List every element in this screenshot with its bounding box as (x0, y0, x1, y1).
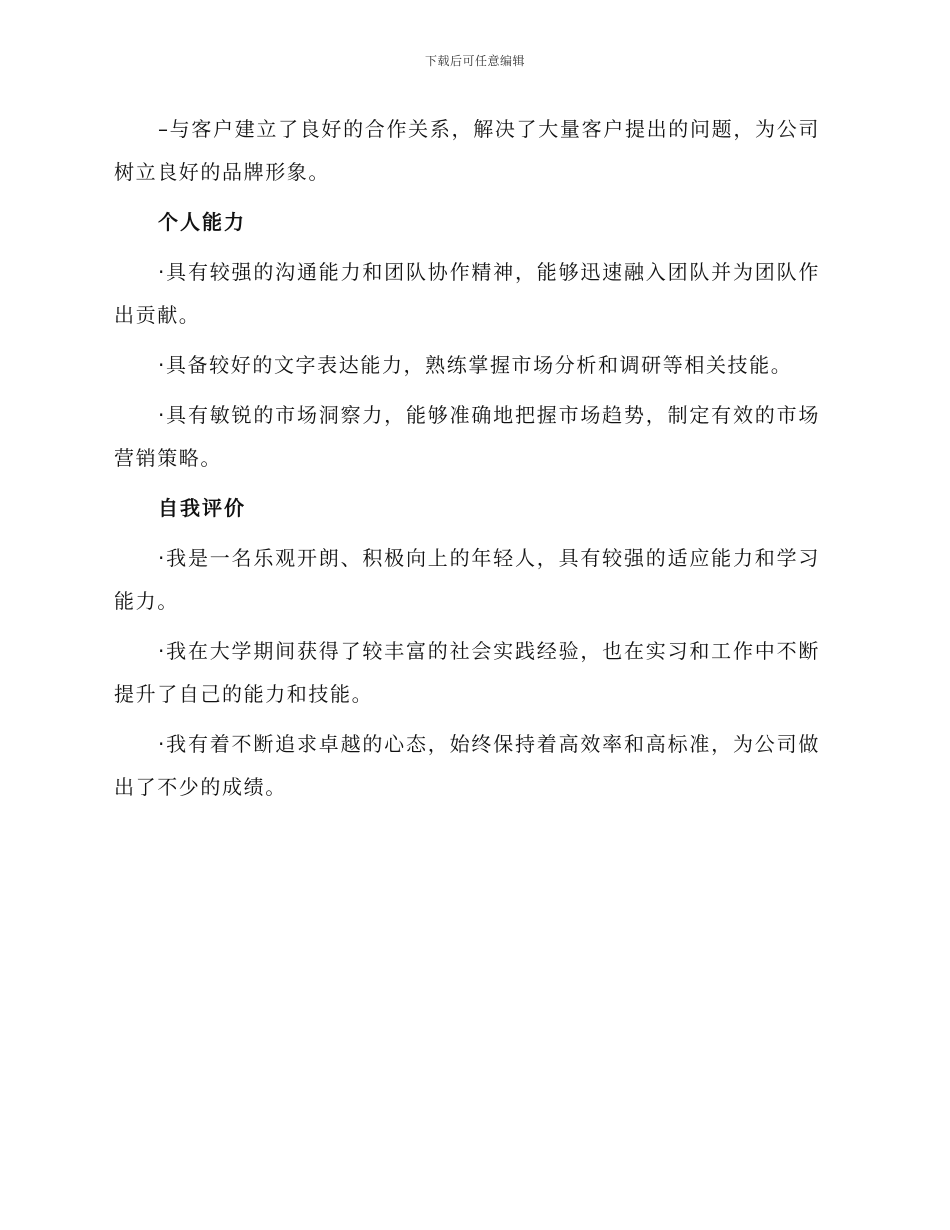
section-heading-ability: 个人能力 (158, 210, 246, 234)
ability-item: ·具备较好的文字表达能力，熟练掌握市场分析和调研等相关技能。 (158, 353, 793, 377)
document-body (114, 108, 820, 809)
self-eval-item: ·我是一名乐观开朗、积极向上的年轻人，具有较强的适应能力和学习能力。 (114, 546, 820, 613)
ability-item: ·具有敏锐的市场洞察力，能够准确地把握市场趋势，制定有效的市场营销策略。 (114, 403, 820, 470)
self-eval-item: ·我有着不断追求卓越的心态，始终保持着高效率和高标准，为公司做出了不少的成绩。 (114, 732, 820, 799)
self-eval-item: ·我在大学期间获得了较丰富的社会实践经验，也在实习和工作中不断提升了自己的能力和技能。 (114, 639, 820, 706)
ability-item: ·具有较强的沟通能力和团队协作精神，能够迅速融入团队并为团队作出贡献。 (114, 260, 820, 327)
section-heading-self-evaluation: 自我评价 (158, 496, 246, 520)
page-header-note: 下载后可任意编辑 (424, 54, 525, 68)
intro-paragraph: –与客户建立了良好的合作关系，解决了大量客户提出的问题，为公司树立良好的品牌形象。 (114, 117, 820, 184)
